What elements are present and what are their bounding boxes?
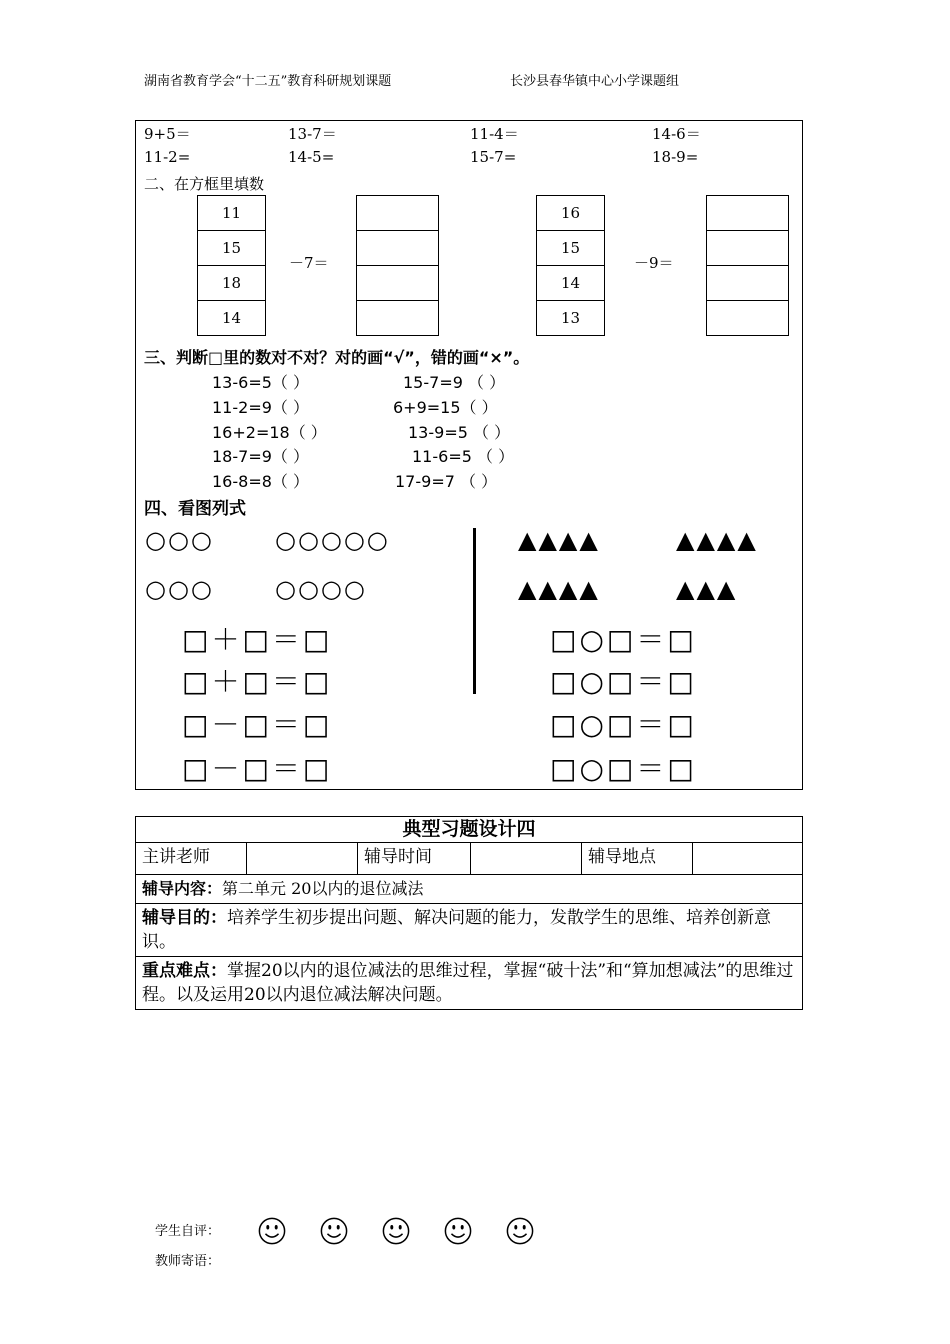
section-title: 三、判断□里的数对不对？对的画“√”，错的画“×”。 xyxy=(144,348,530,367)
circle-group: ○○○ xyxy=(145,575,214,603)
place-label: 辅导地点 xyxy=(582,843,693,875)
header-left: 湖南省教育学会“十二五”教育科研规划课题 xyxy=(144,74,392,89)
answer-column-right xyxy=(706,195,789,336)
judge-item[interactable]: 16-8=8（ ） xyxy=(212,472,309,491)
triangle-group: ▲▲▲▲ xyxy=(676,526,758,554)
number-column-left xyxy=(197,195,266,336)
equation-blank[interactable]: □－□＝□ xyxy=(182,708,333,741)
number-cell: 16 xyxy=(537,196,605,231)
self-eval-label: 学生自评： xyxy=(155,1224,221,1239)
answer-cell[interactable] xyxy=(357,301,439,336)
calc-item: 15-7= xyxy=(470,148,517,166)
equation-blank[interactable]: □＋□＝□ xyxy=(182,623,333,656)
key-label: 重点难点： xyxy=(142,961,227,981)
design-title: 典型习题设计四 xyxy=(136,817,803,843)
answer-cell[interactable] xyxy=(707,301,789,336)
key-text: 掌握20以内的退位减法的思维过程，掌握“破十法”和“算加想减法”的思维过程。以及运用20以内退位减法解决问题。 xyxy=(142,961,794,1005)
section-title: 四、看图列式 xyxy=(144,499,246,519)
divider-line xyxy=(473,528,476,694)
equation-blank[interactable]: □○□＝□ xyxy=(550,665,697,698)
answer-cell[interactable] xyxy=(707,231,789,266)
operator-label: －7＝ xyxy=(289,254,329,272)
operator-label: －9＝ xyxy=(634,254,674,272)
goal-row xyxy=(136,904,803,957)
judge-item[interactable]: 18-7=9（ ） xyxy=(212,447,309,466)
number-cell: 13 xyxy=(537,301,605,336)
number-cell: 15 xyxy=(198,231,266,266)
calc-item: 11-4＝ xyxy=(470,125,519,143)
calc-item: 13-7＝ xyxy=(288,125,337,143)
triangle-group: ▲▲▲▲ xyxy=(518,575,600,603)
smiley-icon[interactable] xyxy=(320,1217,348,1245)
equation-blank[interactable]: □○□＝□ xyxy=(550,752,697,785)
place-value[interactable] xyxy=(693,843,803,875)
answer-cell[interactable] xyxy=(357,231,439,266)
answer-cell[interactable] xyxy=(357,266,439,301)
header-right: 长沙县春华镇中心小学课题组 xyxy=(510,74,680,89)
number-cell: 14 xyxy=(537,266,605,301)
judge-item[interactable]: 6+9=15（ ） xyxy=(393,398,498,417)
equation-blank[interactable]: □○□＝□ xyxy=(550,623,697,656)
circle-group: ○○○ xyxy=(145,526,214,554)
content-text: 第二单元 20以内的退位减法 xyxy=(222,879,424,898)
circle-group: ○○○○○ xyxy=(275,526,390,554)
smiley-icon[interactable] xyxy=(382,1217,410,1245)
judge-item[interactable]: 15-7=9 （ ） xyxy=(403,373,506,392)
number-column-right xyxy=(536,195,605,336)
smiley-icon[interactable] xyxy=(506,1217,534,1245)
section-title: 二、在方框里填数 xyxy=(144,175,265,193)
answer-column-left xyxy=(356,195,439,336)
lecturer-value[interactable] xyxy=(247,843,358,875)
judge-item[interactable]: 11-2=9（ ） xyxy=(212,398,309,417)
judge-item[interactable]: 17-9=7 （ ） xyxy=(395,472,498,491)
design-table xyxy=(135,816,803,1010)
calc-item: 11-2= xyxy=(144,148,191,166)
time-label: 辅导时间 xyxy=(358,843,471,875)
equation-blank[interactable]: □○□＝□ xyxy=(550,708,697,741)
equation-blank[interactable]: □＋□＝□ xyxy=(182,665,333,698)
answer-cell[interactable] xyxy=(707,196,789,231)
number-cell: 11 xyxy=(198,196,266,231)
judge-item[interactable]: 13-6=5（ ） xyxy=(212,373,309,392)
smiley-icon[interactable] xyxy=(258,1217,286,1245)
triangle-group: ▲▲▲▲ xyxy=(518,526,600,554)
judge-item[interactable]: 16+2=18（ ） xyxy=(212,423,327,442)
circle-group: ○○○○ xyxy=(275,575,367,603)
content-label: 辅导内容： xyxy=(142,879,223,898)
calc-item: 18-9= xyxy=(652,148,699,166)
judge-item[interactable]: 13-9=5 （ ） xyxy=(408,423,511,442)
equation-blank[interactable]: □－□＝□ xyxy=(182,752,333,785)
time-value[interactable] xyxy=(471,843,582,875)
number-cell: 14 xyxy=(198,301,266,336)
smiley-row xyxy=(258,1217,563,1249)
number-cell: 15 xyxy=(537,231,605,266)
calc-item: 14-6＝ xyxy=(652,125,701,143)
content-row xyxy=(136,875,803,904)
goal-label: 辅导目的： xyxy=(142,908,227,928)
answer-cell[interactable] xyxy=(357,196,439,231)
calc-item: 14-5= xyxy=(288,148,335,166)
teacher-message-label: 教师寄语： xyxy=(155,1254,221,1269)
triangle-group: ▲▲▲ xyxy=(676,575,738,603)
smiley-icon[interactable] xyxy=(444,1217,472,1245)
lecturer-label: 主讲老师 xyxy=(136,843,247,875)
judge-item[interactable]: 11-6=5 （ ） xyxy=(412,447,515,466)
answer-cell[interactable] xyxy=(707,266,789,301)
calc-item: 9+5＝ xyxy=(144,125,191,143)
number-cell: 18 xyxy=(198,266,266,301)
key-row xyxy=(136,957,803,1010)
goal-text: 培养学生初步提出问题、解决问题的能力，发散学生的思维、培养创新意识。 xyxy=(142,908,771,952)
